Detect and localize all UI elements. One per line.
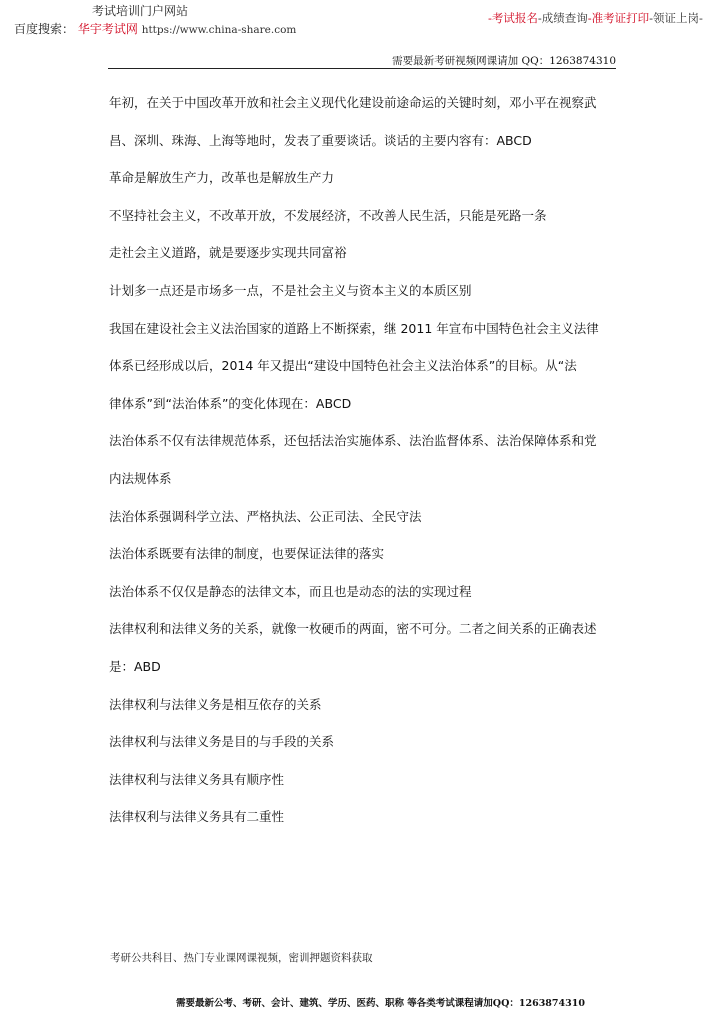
text-line: 法律权利与法律义务是目的与手段的关系 <box>109 734 335 750</box>
site-name: 考试培训门户网站 <box>92 4 189 18</box>
link-certificate[interactable]: -领证上岗- <box>649 11 703 25</box>
link-score-query[interactable]: -成绩查询 <box>537 11 588 25</box>
text-line: 年初，在关于中国改革开放和社会主义现代化建设前途命运的关键时刻，邓小平在视察武 <box>109 95 597 110</box>
link-admission-ticket[interactable]: -准考证打印 <box>587 11 650 25</box>
link-exam-registration[interactable]: -考试报名 <box>488 11 538 25</box>
search-label: 百度搜索： <box>14 22 75 36</box>
brand-name[interactable]: 华宇考试网 <box>77 22 138 36</box>
text-line: 法律权利与法律义务具有顺序性 <box>109 771 285 787</box>
header-divider <box>108 68 616 69</box>
text-line: 计划多一点还是市场多一点，不是社会主义与资本主义的本质区别 <box>109 282 472 298</box>
text-line: 是：ABD <box>109 658 161 674</box>
footer-contact: 需要最新公考、考研、会计、建筑、学历、医药、职称 等各类考试课程请加QQ：1263874310 <box>176 998 585 1009</box>
text-line: 律体系”到“法治体系”的变化体现在：ABCD <box>109 395 352 411</box>
text-line: 法律权利和法律义务的关系，就像一枚硬币的两面，密不可分。二者之间关系的正确表述 <box>109 621 597 637</box>
text-line: 法律权利与法律义务具有二重性 <box>109 809 285 825</box>
header-links <box>488 10 703 26</box>
text-line: 法律权利与法律义务是相互依存的关系 <box>109 696 322 712</box>
qq-notice: 需要最新考研视频网课请加 QQ：1263874310 <box>392 55 616 67</box>
text-line: 法治体系既要有法律的制度，也要保证法律的落实 <box>109 546 385 562</box>
document-body <box>109 94 609 846</box>
text-line: 不坚持社会主义，不改革开放，不发展经济，不改善人民生活，只能是死路一条 <box>109 207 547 223</box>
text-line: 法治体系不仅有法律规范体系，还包括法治实施体系、法治监督体系、法治保障体系和党 <box>109 433 597 449</box>
text-line: 法治体系不仅仅是静态的法律文本，而且也是动态的法的实现过程 <box>109 583 472 599</box>
text-line: 昌、深圳、珠海、上海等地时，发表了重要谈话。谈话的主要内容有：ABCD <box>109 132 532 148</box>
text-line: 革命是解放生产力，改革也是解放生产力 <box>109 170 335 186</box>
site-url[interactable]: https://www.china-share.com <box>141 24 297 36</box>
text-line: 我国在建设社会主义法治国家的道路上不断探索，继 2011 年宣布中国特色社会主义法律 <box>109 320 599 336</box>
text-line: 走社会主义道路，就是要逐步实现共同富裕 <box>109 245 347 261</box>
search-hint <box>14 20 296 37</box>
text-line: 内法规体系 <box>109 470 172 486</box>
text-line: 法治体系强调科学立法、严格执法、公正司法、全民守法 <box>109 508 422 524</box>
footer-note: 考研公共科目、热门专业课网课视频，密训押题资料获取 <box>110 952 373 964</box>
text-line: 体系已经形成以后，2014 年又提出“建设中国特色社会主义法治体系”的目标。从“法 <box>109 358 577 374</box>
